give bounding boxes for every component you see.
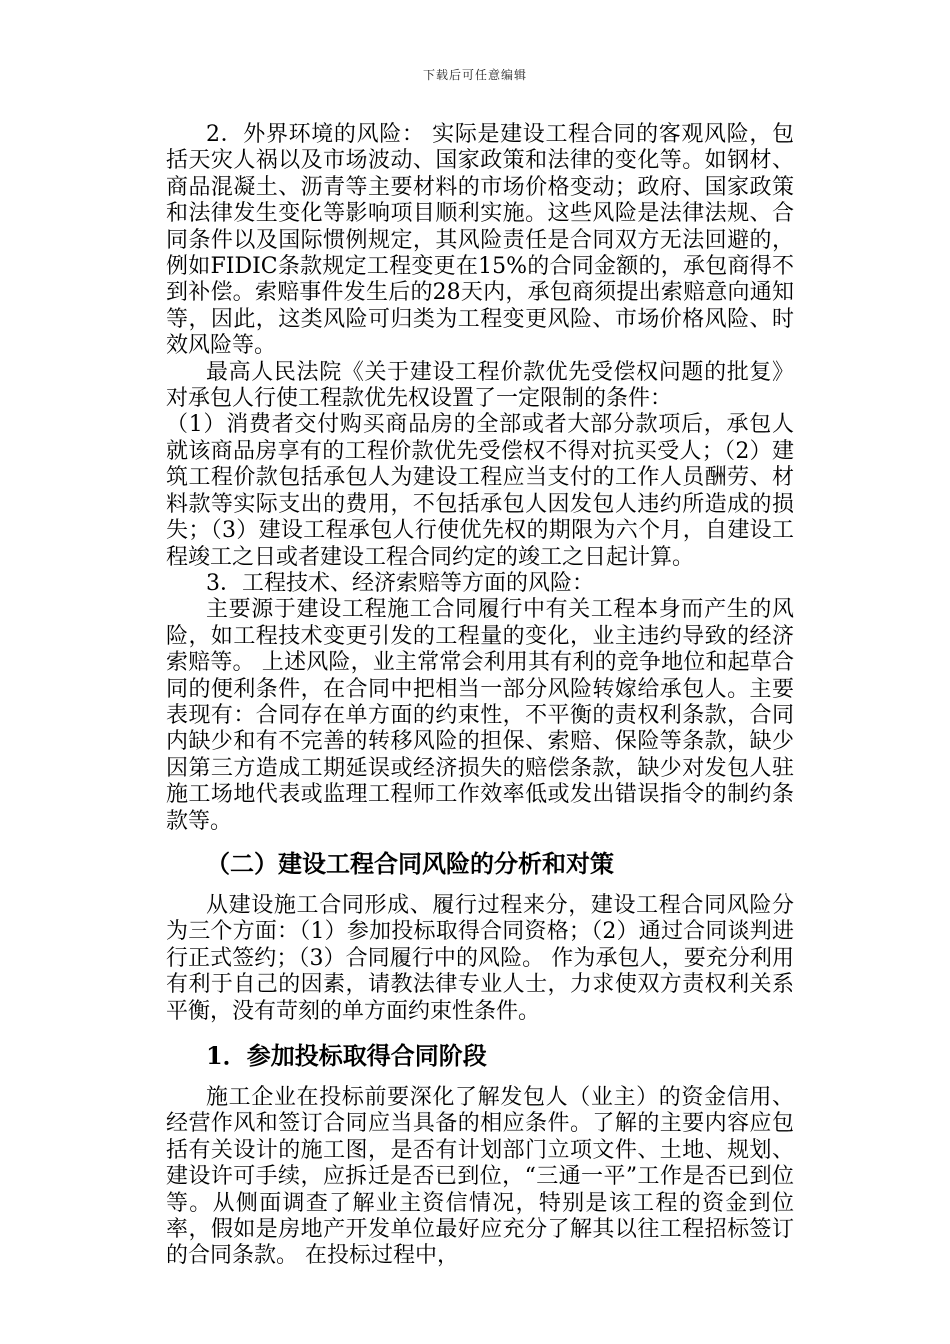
paragraph-court-reply: 最高人民法院《关于建设工程价款优先受偿权问题的批复》对承包人行使工程款优先权设置了一定限制的条件：: [166, 359, 794, 412]
page-header: 下载后可任意编辑: [422, 68, 527, 82]
paragraph-restriction-conditions: （1）消费者交付购买商品房的全部或者大部分款项后，承包人就该商品房享有的工程价款优先受偿权不得对抗买受人；（2）建筑工程价款包括承包人为建设工程应当支付的工作人员酬劳、材料款等实际支出的费用，不包括承包人因发包人违约所造成的损失；（3）建设工程承包人行使优先权的期限为六个月，自建设工程竣工之日或者建设工程合同约定的竣工之日起计算。: [166, 412, 794, 570]
paragraph-three-aspects: 从建设施工合同形成、履行过程来分，建设工程合同风险分为三个方面：（1）参加投标取得合同资格；（2）通过合同谈判进行正式签约；（3）合同履行中的风险。 作为承包人，要充分利用有利于自己的因素，请教法律专业人士，力求使双方责权利关系平衡，没有苛刻的单方面约束性条件。: [166, 892, 794, 1024]
document-body: [166, 122, 794, 1270]
section-heading-analysis: （二）建设工程合同风险的分析和对策: [206, 848, 614, 878]
section-heading-bidding: 1．参加投标取得合同阶段: [206, 1041, 487, 1070]
paragraph-bidding: 施工企业在投标前要深化了解发包人（业主）的资金信用、经营作风和签订合同应当具备的相应条件。了解的主要内容应包括有关设计的施工图，是否有计划部门立项文件、土地、规划、建设许可手续，应拆迁是否已到位，“三通一平”工作是否已到位等。从侧面调查了解业主资信情况，特别是该工程的资金到位率，假如是房地产开发单位最好应充分了解其以往工程招标签订的合同条款。 在投标过程中，: [166, 1085, 794, 1269]
paragraph-technical-risk: 主要源于建设工程施工合同履行中有关工程本身而产生的风险，如工程技术变更引发的工程量的变化，业主违约导致的经济索赔等。 上述风险，业主常常会利用其有利的竞争地位和起草合同的便利条件，在合同中把相当一部分风险转嫁给承包人。主要表现有：合同存在单方面的约束性，不平衡的责权利条款，合同内缺少和有不完善的转移风险的担保、索赔、保险等条款，缺少因第三方造成工期延误或经济损失的赔偿条款，缺少对发包人驻施工场地代表或监理工程师工作效率低或发出错误指令的制约条款等。: [166, 597, 794, 834]
paragraph-external-risk: 2．外界环境的风险： 实际是建设工程合同的客观风险，包括天灾人祸以及市场波动、国家政策和法律的变化等。如钢材、商品混凝土、沥青等主要材料的市场价格变动；政府、国家政策和法律发生变化等影响项目顺利实施。这些风险是法律法规、合同条件以及国际惯例规定，其风险责任是合同双方无法回避的，例如FIDIC条款规定工程变更在15%的合同金额的，承包商得不到补偿。索赔事件发生后的28天内，承包商须提出索赔意向通知等，因此，这类风险可归类为工程变更风险、市场价格风险、时效风险等。: [166, 122, 794, 359]
paragraph-technical-risk-title: 3．工程技术、经济索赔等方面的风险：: [206, 570, 594, 596]
